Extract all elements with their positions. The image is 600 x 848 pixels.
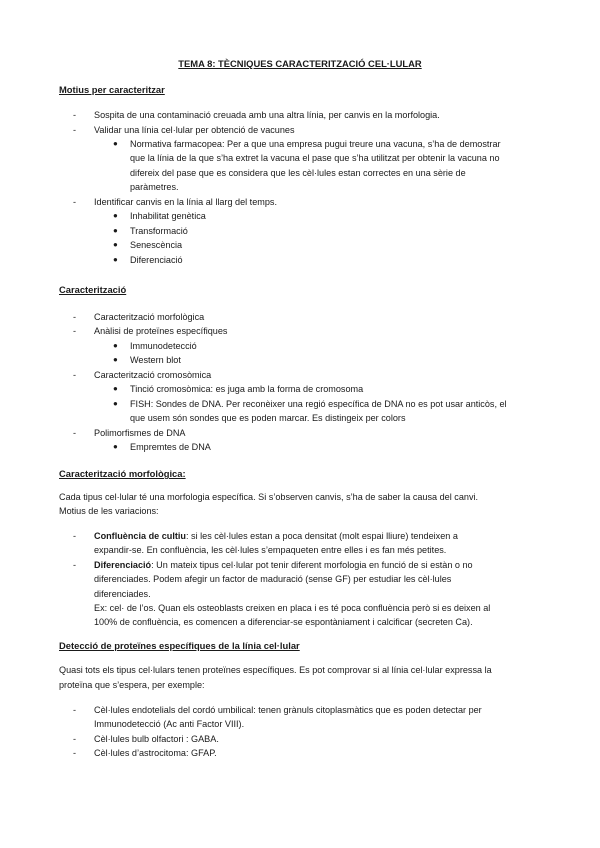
term-label: Confluència de cultiu xyxy=(94,531,186,541)
list-item: Identificar canvis en la línia al llarg del temps. xyxy=(94,197,277,207)
dash-marker: - xyxy=(73,748,77,758)
list-item-line: Immunodetecció (Ac anti Factor VIII). xyxy=(94,719,245,729)
list-item: Cèl·lules endotelials del cordó umbilical: tenen grànuls citoplasmàtics que es poden detectar per xyxy=(94,705,482,715)
dash-marker: - xyxy=(73,125,77,135)
sub-item-line: que la línia de la que s’ha extret la vacuna el pase que s’ha utilitzat per obtenir la vacuna no xyxy=(130,153,500,163)
sub-item: Empremtes de DNA xyxy=(130,442,211,452)
sub-item: Transformació xyxy=(130,226,188,236)
heading-motius: Motius per caracteritzar xyxy=(59,84,165,95)
paragraph-line: proteïna que s’espera, per exemple: xyxy=(59,680,205,690)
dash-marker: - xyxy=(73,312,77,322)
dash-marker: - xyxy=(73,560,77,570)
bullet-icon: ● xyxy=(113,211,118,220)
bullet-icon: ● xyxy=(113,442,118,451)
list-item-line: diferenciades. Podem afegir un factor de maduració (sense GF) per estudiar les cèl·lules xyxy=(94,574,452,584)
sub-item-line: difereix del pase que es considera que les cèl·lules estan correctes en una sèrie de xyxy=(130,168,466,178)
sub-item: Diferenciació xyxy=(130,255,183,265)
sub-item-line: Normativa farmacopea: Per a que una empresa pugui treure una vacuna, s’ha de demostrar xyxy=(130,139,501,149)
bullet-icon: ● xyxy=(113,341,118,350)
paragraph-line: Quasi tots els tipus cel·lulars tenen proteïnes específiques. Es pot comprovar si al línia cel·lular expressa la xyxy=(59,665,492,675)
paragraph-line: Motius de les variacions: xyxy=(59,506,159,516)
list-item: Cèl·lules d’astrocitoma: GFAP. xyxy=(94,748,217,758)
list-item: Polimorfismes de DNA xyxy=(94,428,186,438)
list-item-line: Ex: cel· de l’os. Quan els osteoblasts creixen en placa i es té poca confluència però si es deixen al xyxy=(94,603,491,613)
list-item: Caracterització morfològica xyxy=(94,312,205,322)
dash-marker: - xyxy=(73,531,77,541)
sub-item-line: FISH: Sondes de DNA. Per reconèixer una regió específica de DNA no es pot usar anticòs, el xyxy=(130,399,507,409)
dash-marker: - xyxy=(73,734,77,744)
term-text: : si les cèl·lules estan a poca densitat (molt espai lliure) tendeixen a xyxy=(185,531,458,541)
list-item: Sospita de una contaminació creuada amb una altra línia, per canvis en la morfologia. xyxy=(94,110,440,120)
list-item: Cèl·lules bulb olfactori : GABA. xyxy=(94,734,219,744)
sub-item: Senescència xyxy=(130,240,183,250)
bullet-icon: ● xyxy=(113,139,118,148)
heading-morfologica: Caracterització morfològica: xyxy=(59,468,186,479)
dash-marker: - xyxy=(73,326,77,336)
dash-marker: - xyxy=(73,110,77,120)
list-item: Caracterització cromosòmica xyxy=(94,370,212,380)
sub-item: Immunodetecció xyxy=(130,341,197,351)
paragraph-line: Cada tipus cel·lular té una morfologia específica. Si s’observen canvis, s’ha de saber la causa del canvi. xyxy=(59,492,479,502)
sub-item-line: que usem són sondes que es poden marcar. Es distingeix per colors xyxy=(130,413,406,423)
term-text: : Un mateix tipus cel·lular pot tenir diferent morfologia en funció de si estàn o no xyxy=(151,560,473,570)
dash-marker: - xyxy=(73,197,77,207)
heading-deteccio: Detecció de proteïnes específiques de la línia cel·lular xyxy=(59,640,300,651)
bullet-icon: ● xyxy=(113,255,118,264)
sub-item: Western blot xyxy=(130,355,181,365)
dash-marker: - xyxy=(73,705,77,715)
list-item xyxy=(94,558,473,573)
list-item xyxy=(94,529,458,544)
bullet-icon: ● xyxy=(113,240,118,249)
bullet-icon: ● xyxy=(113,384,118,393)
heading-caracteritzacio: Caracterització xyxy=(59,284,127,295)
dash-marker: - xyxy=(73,370,77,380)
sub-item: Inhabilitat genètica xyxy=(130,211,206,221)
sub-item-line: paràmetres. xyxy=(130,182,179,192)
list-item-line: 100% de confluència, es comencen a diferenciar-se espontàniament i calcificar (secreten Ca). xyxy=(94,617,473,627)
bullet-icon: ● xyxy=(113,399,118,408)
list-item: Validar una línia cel·lular per obtenció de vacunes xyxy=(94,125,295,135)
term-label: Diferenciació xyxy=(94,560,152,570)
list-item: Anàlisi de proteïnes específiques xyxy=(94,326,228,336)
dash-marker: - xyxy=(73,428,77,438)
sub-item: Tinció cromosòmica: es juga amb la forma de cromosoma xyxy=(130,384,364,394)
bullet-icon: ● xyxy=(113,226,118,235)
list-item-line: diferenciades. xyxy=(94,589,151,599)
list-item-line: expandir-se. En confluència, les cèl·lules s’empaqueten entre elles i es fan més petites. xyxy=(94,545,447,555)
document-title: TEMA 8: TÈCNIQUES CARACTERITZACIÓ CEL·LULAR xyxy=(178,58,422,69)
bullet-icon: ● xyxy=(113,355,118,364)
